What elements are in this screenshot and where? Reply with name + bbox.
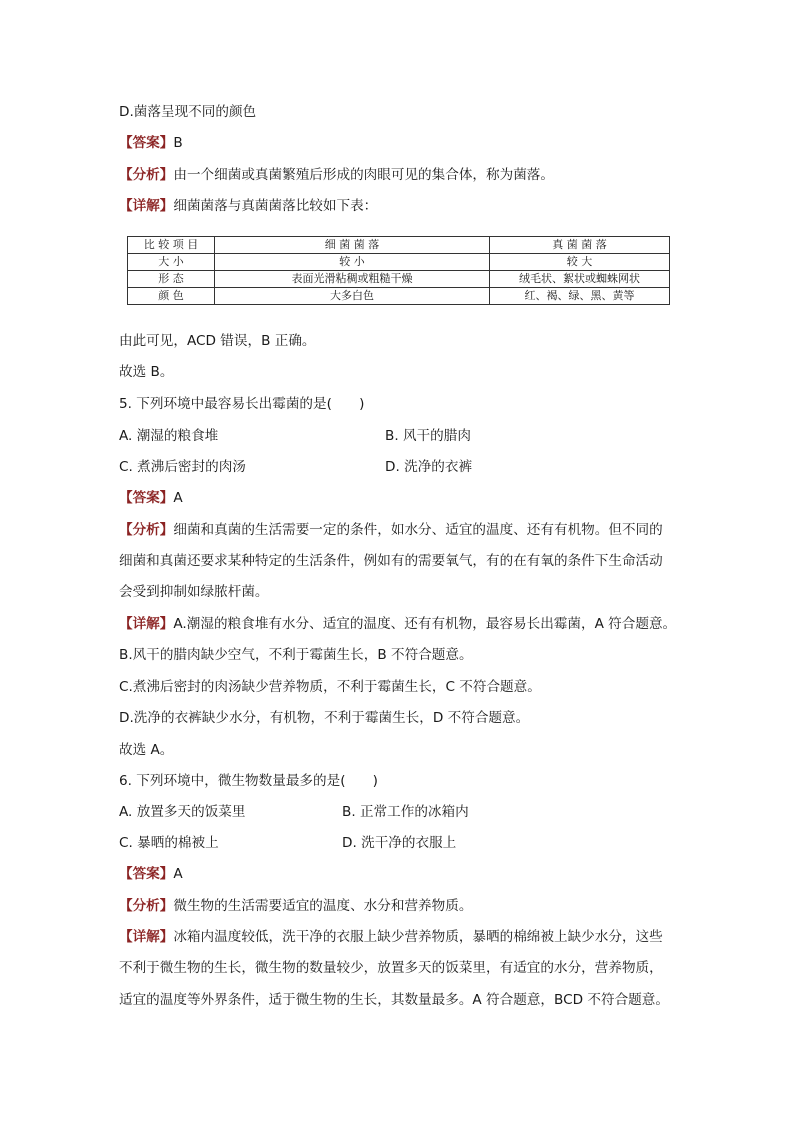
- q6-option-d: D. 洗干净的衣服上: [342, 835, 457, 851]
- answer-value: B: [173, 135, 183, 151]
- q5-option-b: B. 风干的腊肉: [385, 428, 471, 444]
- prev-analysis-line: [119, 165, 682, 185]
- q5-analysis-line-2: 细菌和真菌还要求某种特定的生活条件，例如有的需要氧气，有的在有氧的条件下生命活动: [119, 553, 663, 569]
- answer-value: A: [173, 490, 183, 506]
- detail-label: 【详解】: [119, 198, 174, 214]
- q5-option-a: A. 潮湿的粮食堆: [119, 428, 219, 444]
- q5-option-d: D. 洗净的衣裤: [385, 459, 473, 475]
- q6-answer-line: [119, 864, 682, 884]
- q5-detail-line-4: D.洗净的衣裤缺少水分，有机物，不利于霉菌生长，D 不符合题意。: [119, 710, 530, 726]
- analysis-label: 【分析】: [119, 898, 174, 914]
- detail-text: A.潮湿的粮食堆有水分、适宜的温度、还有有机物，最容易长出霉菌，A 符合题意。: [173, 616, 677, 632]
- detail-label: 【详解】: [119, 929, 174, 945]
- table-cell: 表面光滑粘稠或粗糙干燥: [215, 271, 490, 288]
- answer-value: A: [173, 866, 183, 882]
- table-cell: 形 态: [128, 271, 215, 288]
- table-cell: 较 小: [215, 254, 490, 271]
- table-row: [128, 271, 670, 288]
- analysis-text: 由一个细菌或真菌繁殖后形成的肉眼可见的集合体，称为菌落。: [173, 167, 554, 183]
- q5-detail-line-1: [119, 614, 682, 634]
- prev-option-d: D.菌落呈现不同的颜色: [119, 104, 257, 120]
- analysis-label: 【分析】: [119, 167, 174, 183]
- table-header-cell: 真 菌 菌 落: [490, 237, 670, 254]
- prev-detail-line: [119, 196, 682, 216]
- detail-text: 细菌菌落与真菌菌落比较如下表：: [173, 198, 378, 214]
- table-cell: 大 小: [128, 254, 215, 271]
- prev-final: 故选 B。: [119, 364, 174, 380]
- q5-analysis-line-3: 会受到抑制如绿脓杆菌。: [119, 584, 269, 600]
- q6-detail-line-3: 适宜的温度等外界条件，适于微生物的生长，其数量最多。A 符合题意，BCD 不符合题意。: [119, 992, 669, 1008]
- q6-option-c: C. 暴晒的棉被上: [119, 835, 219, 851]
- table-header-cell: 细 菌 菌 落: [215, 237, 490, 254]
- q5-stem: 5. 下列环境中最容易长出霉菌的是( ): [119, 396, 365, 412]
- q6-stem: 6. 下列环境中，微生物数量最多的是( ): [119, 773, 378, 789]
- analysis-text: 细菌和真菌的生活需要一定的条件，如水分、适宜的温度、还有有机物。但不同的: [173, 522, 663, 538]
- table-row: [128, 288, 670, 305]
- prev-answer-line: [119, 133, 682, 153]
- answer-label: 【答案】: [119, 490, 174, 506]
- table-cell: 红、褐、绿、黑、黄等: [490, 288, 670, 305]
- q5-final: 故选 A。: [119, 742, 174, 758]
- detail-label: 【详解】: [119, 616, 174, 632]
- table-cell: 颜 色: [128, 288, 215, 305]
- q6-option-a: A. 放置多天的饭菜里: [119, 804, 246, 820]
- table-row: [128, 254, 670, 271]
- answer-label: 【答案】: [119, 135, 174, 151]
- table-cell: 大多白色: [215, 288, 490, 305]
- table-header-row: [128, 237, 670, 254]
- q5-analysis-line-1: [119, 520, 682, 540]
- colony-comparison-table: [127, 236, 670, 305]
- q5-detail-line-2: B.风干的腊肉缺少空气，不利于霉菌生长，B 不符合题意。: [119, 647, 473, 663]
- q6-analysis-line: [119, 896, 682, 916]
- q5-answer-line: [119, 488, 682, 508]
- prev-conclusion: 由此可见，ACD 错误，B 正确。: [119, 333, 316, 349]
- table-cell: 绒毛状、絮状或蜘蛛网状: [490, 271, 670, 288]
- analysis-text: 微生物的生活需要适宜的温度、水分和营养物质。: [173, 898, 473, 914]
- detail-text: 冰箱内温度较低，洗干净的衣服上缺少营养物质，暴晒的棉绵被上缺少水分，这些: [173, 929, 663, 945]
- analysis-label: 【分析】: [119, 522, 174, 538]
- answer-label: 【答案】: [119, 866, 174, 882]
- table-header-cell: 比 较 项 目: [128, 237, 215, 254]
- q5-option-c: C. 煮沸后密封的肉汤: [119, 459, 246, 475]
- q6-option-b: B. 正常工作的冰箱内: [342, 804, 469, 820]
- q6-detail-line-1: [119, 927, 682, 947]
- q6-detail-line-2: 不利于微生物的生长，微生物的数量较少，放置多天的饭菜里，有适宜的水分，营养物质，: [119, 960, 663, 976]
- q5-detail-line-3: C.煮沸后密封的肉汤缺少营养物质，不利于霉菌生长，C 不符合题意。: [119, 679, 541, 695]
- table-cell: 较 大: [490, 254, 670, 271]
